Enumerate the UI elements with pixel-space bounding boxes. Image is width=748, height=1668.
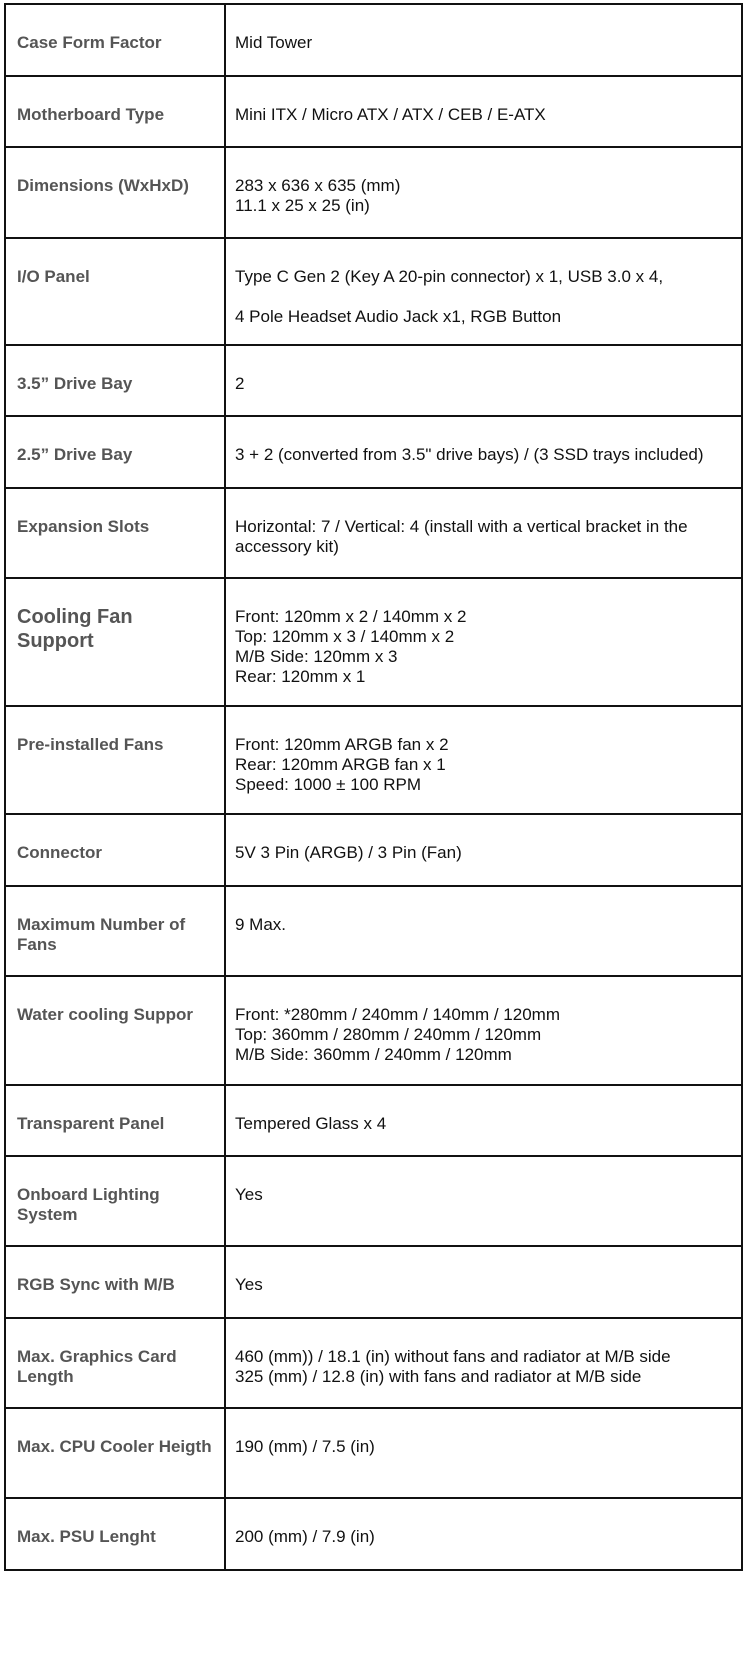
spec-row-preinstalled-fans: [5, 706, 742, 814]
spec-value-line: 283 x 636 x 635 (mm): [235, 176, 401, 195]
spec-value-line: Horizontal: 7 / Vertical: 4 (install with a vertical bracket in the accessory kit): [235, 517, 688, 556]
spec-value: [225, 345, 742, 416]
spec-row-onboard-lighting: [5, 1156, 742, 1246]
spec-value-line: 2: [235, 374, 245, 393]
spec-value-line: Tempered Glass x 4: [235, 1114, 387, 1133]
spec-value: [225, 4, 742, 76]
spec-label: Max. Graphics Card Length: [5, 1318, 225, 1408]
spec-label: Onboard Lighting System: [5, 1156, 225, 1246]
spec-value-line: Front: *280mm / 240mm / 140mm / 120mm: [235, 1005, 560, 1024]
spec-value-line: 190 (mm) / 7.5 (in): [235, 1437, 375, 1456]
spec-label: Connector: [5, 814, 225, 886]
spec-value-line: Rear: 120mm x 1: [235, 667, 366, 686]
spec-label: Transparent Panel: [5, 1085, 225, 1156]
spec-row-max-psu: [5, 1498, 742, 1570]
spec-label: Max. PSU Lenght: [5, 1498, 225, 1570]
spec-value: [225, 814, 742, 886]
spec-value-line: Mid Tower: [235, 33, 313, 52]
spec-value-line: Front: 120mm ARGB fan x 2: [235, 735, 449, 754]
spec-value-line: 200 (mm) / 7.9 (in): [235, 1527, 375, 1546]
spec-label: Case Form Factor: [5, 4, 225, 76]
spec-value-line: 11.1 x 25 x 25 (in): [235, 196, 370, 215]
spec-label: I/O Panel: [5, 238, 225, 345]
spec-label: Dimensions (WxHxD): [5, 147, 225, 238]
spec-value-line: Type C Gen 2 (Key A 20-pin connector) x 1, USB 3.0 x 4,: [235, 267, 664, 286]
spec-row-max-fans: [5, 886, 742, 976]
spec-value: [225, 147, 742, 238]
spec-value-line: M/B Side: 120mm x 3: [235, 647, 398, 666]
spec-value: [225, 76, 742, 147]
spec-value-line: 5V 3 Pin (ARGB) / 3 Pin (Fan): [235, 843, 462, 862]
spec-row-case-form-factor: [5, 4, 742, 76]
spec-label: 3.5” Drive Bay: [5, 345, 225, 416]
spec-value: [225, 416, 742, 488]
spec-value-line: Speed: 1000 ± 100 RPM: [235, 775, 422, 794]
spec-row-max-graphics-card: [5, 1318, 742, 1408]
spec-row-rgb-sync: [5, 1246, 742, 1318]
spec-value-line: Yes: [235, 1185, 263, 1204]
spec-value-line: Mini ITX / Micro ATX / ATX / CEB / E-ATX: [235, 105, 546, 124]
spec-value-line: 325 (mm) / 12.8 (in) with fans and radiator at M/B side: [235, 1367, 642, 1386]
spec-value-line: 4 Pole Headset Audio Jack x1, RGB Button: [235, 307, 562, 326]
spec-row-motherboard-type: [5, 76, 742, 147]
spec-label: Expansion Slots: [5, 488, 225, 578]
spec-value: [225, 1318, 742, 1408]
spec-value: [225, 1498, 742, 1570]
spec-row-max-cpu-cooler: [5, 1408, 742, 1498]
spec-value-line: Yes: [235, 1275, 263, 1294]
spec-row-expansion-slots: [5, 488, 742, 578]
spec-value-line: 460 (mm)) / 18.1 (in) without fans and radiator at M/B side: [235, 1347, 671, 1366]
spec-value: [225, 1156, 742, 1246]
spec-row-transparent-panel: [5, 1085, 742, 1156]
spec-row-io-panel: [5, 238, 742, 345]
spec-value: [225, 578, 742, 706]
spec-label: Cooling Fan Support: [5, 578, 225, 706]
spec-label: Water cooling Suppor: [5, 976, 225, 1085]
spec-row-water-cooling: [5, 976, 742, 1085]
spec-row-dimensions: [5, 147, 742, 238]
spec-value-line: Front: 120mm x 2 / 140mm x 2: [235, 607, 467, 626]
spec-table: [4, 3, 743, 1571]
spec-value-line: 3 + 2 (converted from 3.5" drive bays) / (3 SSD trays included): [235, 445, 704, 464]
spec-value-line: Top: 360mm / 280mm / 240mm / 120mm: [235, 1025, 542, 1044]
spec-value-line: 9 Max.: [235, 915, 287, 934]
spec-label: Max. CPU Cooler Heigth: [5, 1408, 225, 1498]
spec-row-connector: [5, 814, 742, 886]
spec-row-cooling-fan-support: [5, 578, 742, 706]
spec-value-line: M/B Side: 360mm / 240mm / 120mm: [235, 1045, 512, 1064]
spec-row-35-drive-bay: [5, 345, 742, 416]
spec-value: [225, 1246, 742, 1318]
spec-value: [225, 886, 742, 976]
spec-label: 2.5” Drive Bay: [5, 416, 225, 488]
spec-label: Motherboard Type: [5, 76, 225, 147]
spec-value: [225, 1408, 742, 1498]
spec-value-line: Top: 120mm x 3 / 140mm x 2: [235, 627, 455, 646]
spec-value-line: Rear: 120mm ARGB fan x 1: [235, 755, 446, 774]
spec-value: [225, 1085, 742, 1156]
spec-value: [225, 238, 742, 345]
spec-value: [225, 976, 742, 1085]
spec-value: [225, 706, 742, 814]
spec-label: Maximum Number of Fans: [5, 886, 225, 976]
spec-row-25-drive-bay: [5, 416, 742, 488]
spec-label: Pre-installed Fans: [5, 706, 225, 814]
spec-label: RGB Sync with M/B: [5, 1246, 225, 1318]
spec-value: [225, 488, 742, 578]
